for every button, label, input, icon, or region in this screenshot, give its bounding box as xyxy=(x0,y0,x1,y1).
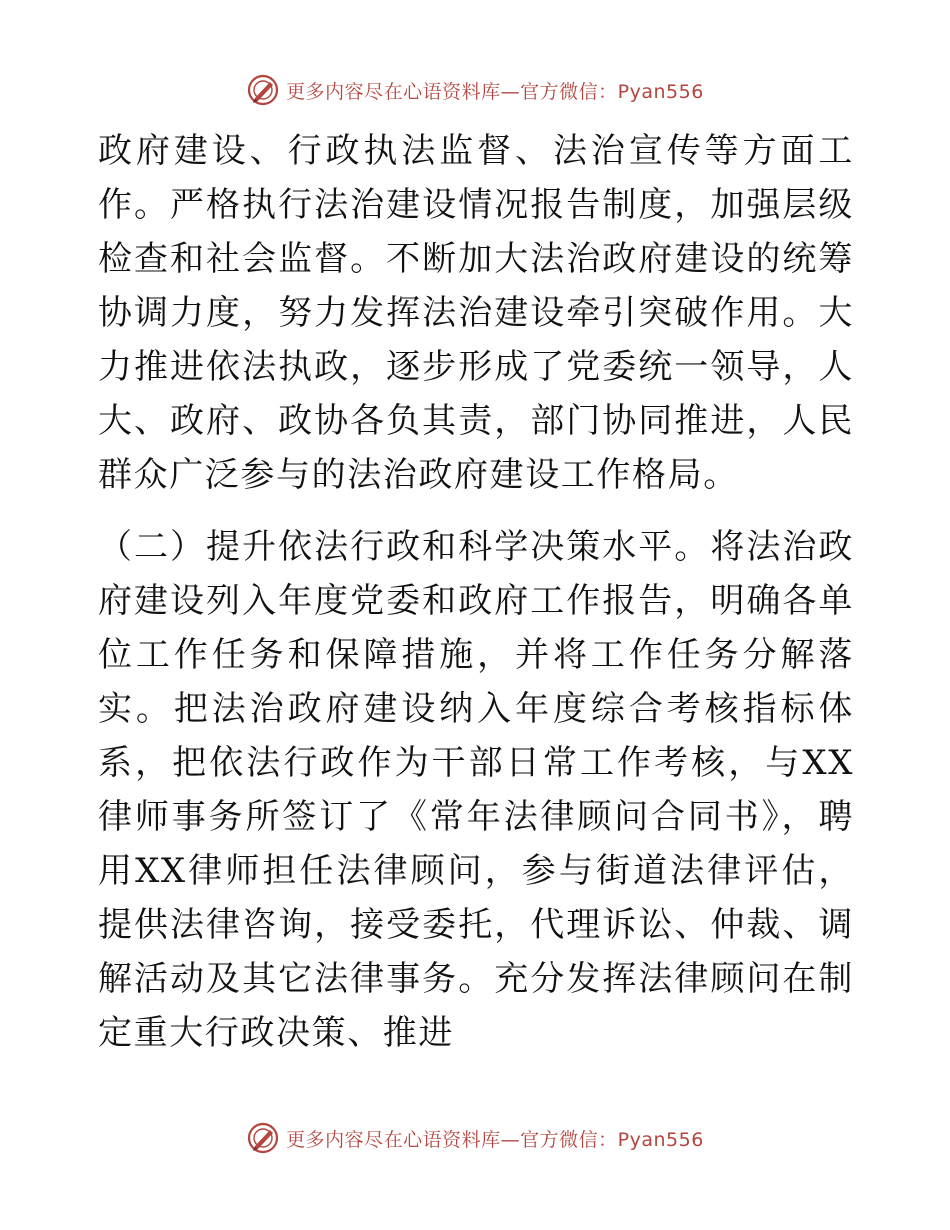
header-banner xyxy=(0,70,950,110)
pen-seal-logo-icon xyxy=(246,1121,280,1155)
paragraph-2: （二）提升依法行政和科学决策水平。将法治政府建设列入年度党委和政府工作报告，明确各单位工作任务和保障措施，并将工作任务分解落实。把法治政府建设纳入年度综合考核指标体系，把依法行政作为干部日常工作考核，与XX律师事务所签订了《常年法律顾问合同书》，聘用XX律师担任法律顾问，参与街道法律评估，提供法律咨询，接受委托，代理诉讼、仲裁、调解活动及其它法律事务。充分发挥法律顾问在制定重大行政决策、推进 xyxy=(98,527,854,1053)
footer-banner xyxy=(0,1118,950,1158)
pen-seal-logo-icon xyxy=(246,73,280,107)
footer-banner-text: 更多内容尽在心语资料库—官方微信：Pyan556 xyxy=(286,1128,704,1151)
header-banner-text: 更多内容尽在心语资料库—官方微信：Pyan556 xyxy=(286,80,704,103)
document-body xyxy=(98,124,854,1060)
paragraph-1: 政府建设、行政执法监督、法治宣传等方面工作。严格执行法治建设情况报告制度，加强层级检查和社会监督。不断加大法治政府建设的统筹协调力度，努力发挥法治建设牵引突破作用。大力推进依法执政，逐步形成了党委统一领导，人大、政府、政协各负其责，部门协同推进，人民群众广泛参与的法治政府建设工作格局。 xyxy=(98,131,854,495)
